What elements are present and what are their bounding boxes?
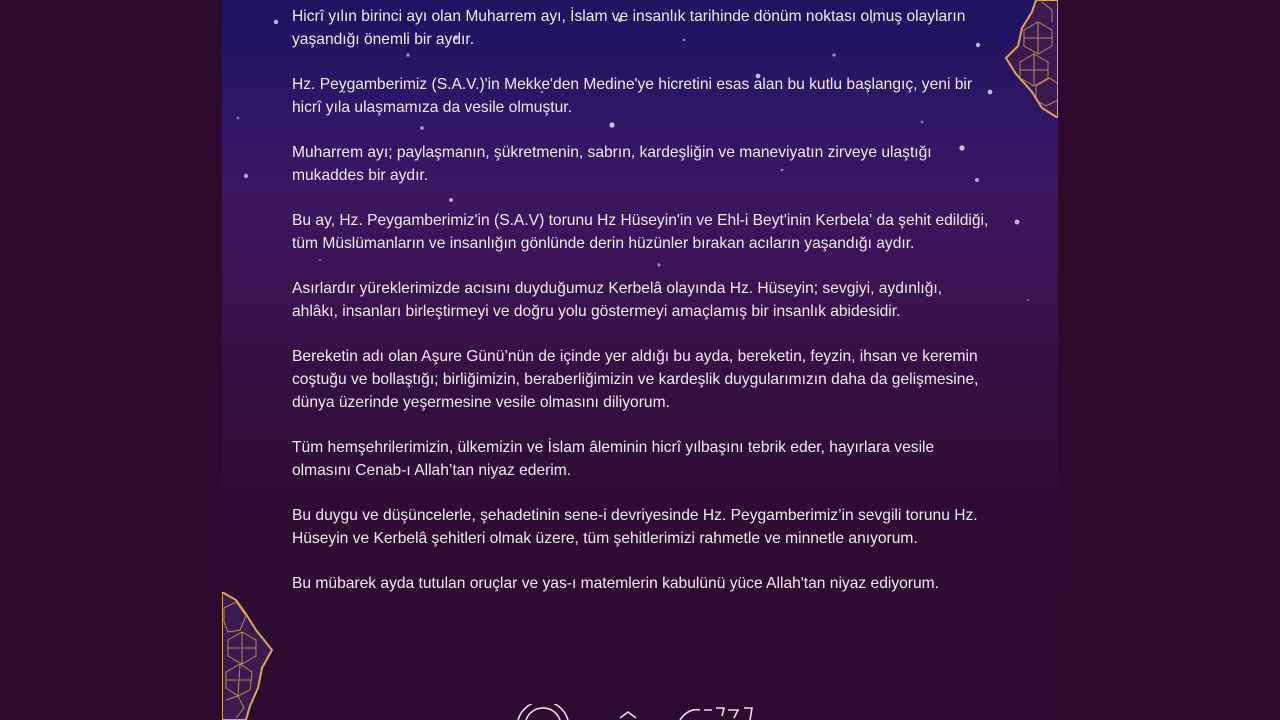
ornament-bottom-left-icon bbox=[222, 592, 278, 720]
ornament-top-right-icon bbox=[1002, 0, 1058, 118]
paragraph: Tüm hemşehrilerimizin, ülkemizin ve İslam âleminin hicrî yılbaşını tebrik eder, hayırlara vesile olmasını Cenab-ı Allah’tan niyaz ederim. bbox=[292, 439, 935, 479]
paragraph: Bu duygu ve düşüncelerle, şehadetinin sene-i devriyesinde Hz. Peygamberimiz’in sevgili torunu Hz. Hüseyin ve Kerbelâ şehitleri olmak üzere, tüm şehitlerimizi rahmetle ve minnetle anıyorum. bbox=[292, 507, 978, 547]
paragraph: Muharrem ayı; paylaşmanın, şükretmenin, sabrın, kardeşliğin ve maneviyatın zirveye ulaştığı mukaddes bir aydır. bbox=[292, 144, 932, 184]
paragraph: Bu ay, Hz. Peygamberimiz'in (S.A.V) torunu Hz Hüseyin'in ve Ehl-i Beyt'inin Kerbela' da şehit edildiği, tüm Müslümanların ve insanlığın gönlünde derin hüzünler bırakan acıların yaşandığı aydır. bbox=[292, 212, 989, 252]
municipality-logo-icon bbox=[512, 704, 772, 720]
paragraph: Hz. Peygamberimiz (S.A.V.)'in Mekke'den Medine'ye hicretini esas alan bu kutlu başlangıç, yeni bir hicrî yıla ulaşmamıza da vesile olmuştur. bbox=[292, 76, 973, 116]
paragraph: Hicrî yılın birinci ayı olan Muharrem ayı, İslam ve insanlık tarihinde dönüm noktası olmuş olayların yaşandığı önemli bir aydır. bbox=[292, 8, 966, 48]
message-body bbox=[292, 5, 992, 617]
paragraph: Bu mübarek ayda tutulan oruçlar ve yas-ı matemlerin kabulünü yüce Allah'tan niyaz ediyorum. bbox=[292, 575, 939, 592]
paragraph: Asırlardır yüreklerimizde acısını duyduğumuz Kerbelâ olayında Hz. Hüseyin; sevgiyi, aydınlığı, ahlâkı, insanları birleştirmeyi ve doğru yolu göstermeyi amaçlamış bir insanlık abidesidir. bbox=[292, 280, 943, 320]
paragraph: Bereketin adı olan Aşure Günü’nün de içinde yer aldığı bu ayda, bereketin, feyzin, ihsan ve keremin coştuğu ve bollaştığı; birliğimizin, beraberliğimizin ve kardeşlik duygularımızın daha da gelişmesine, dünya üzerinde yeşermesine vesile olmasını diliyorum. bbox=[292, 348, 979, 411]
